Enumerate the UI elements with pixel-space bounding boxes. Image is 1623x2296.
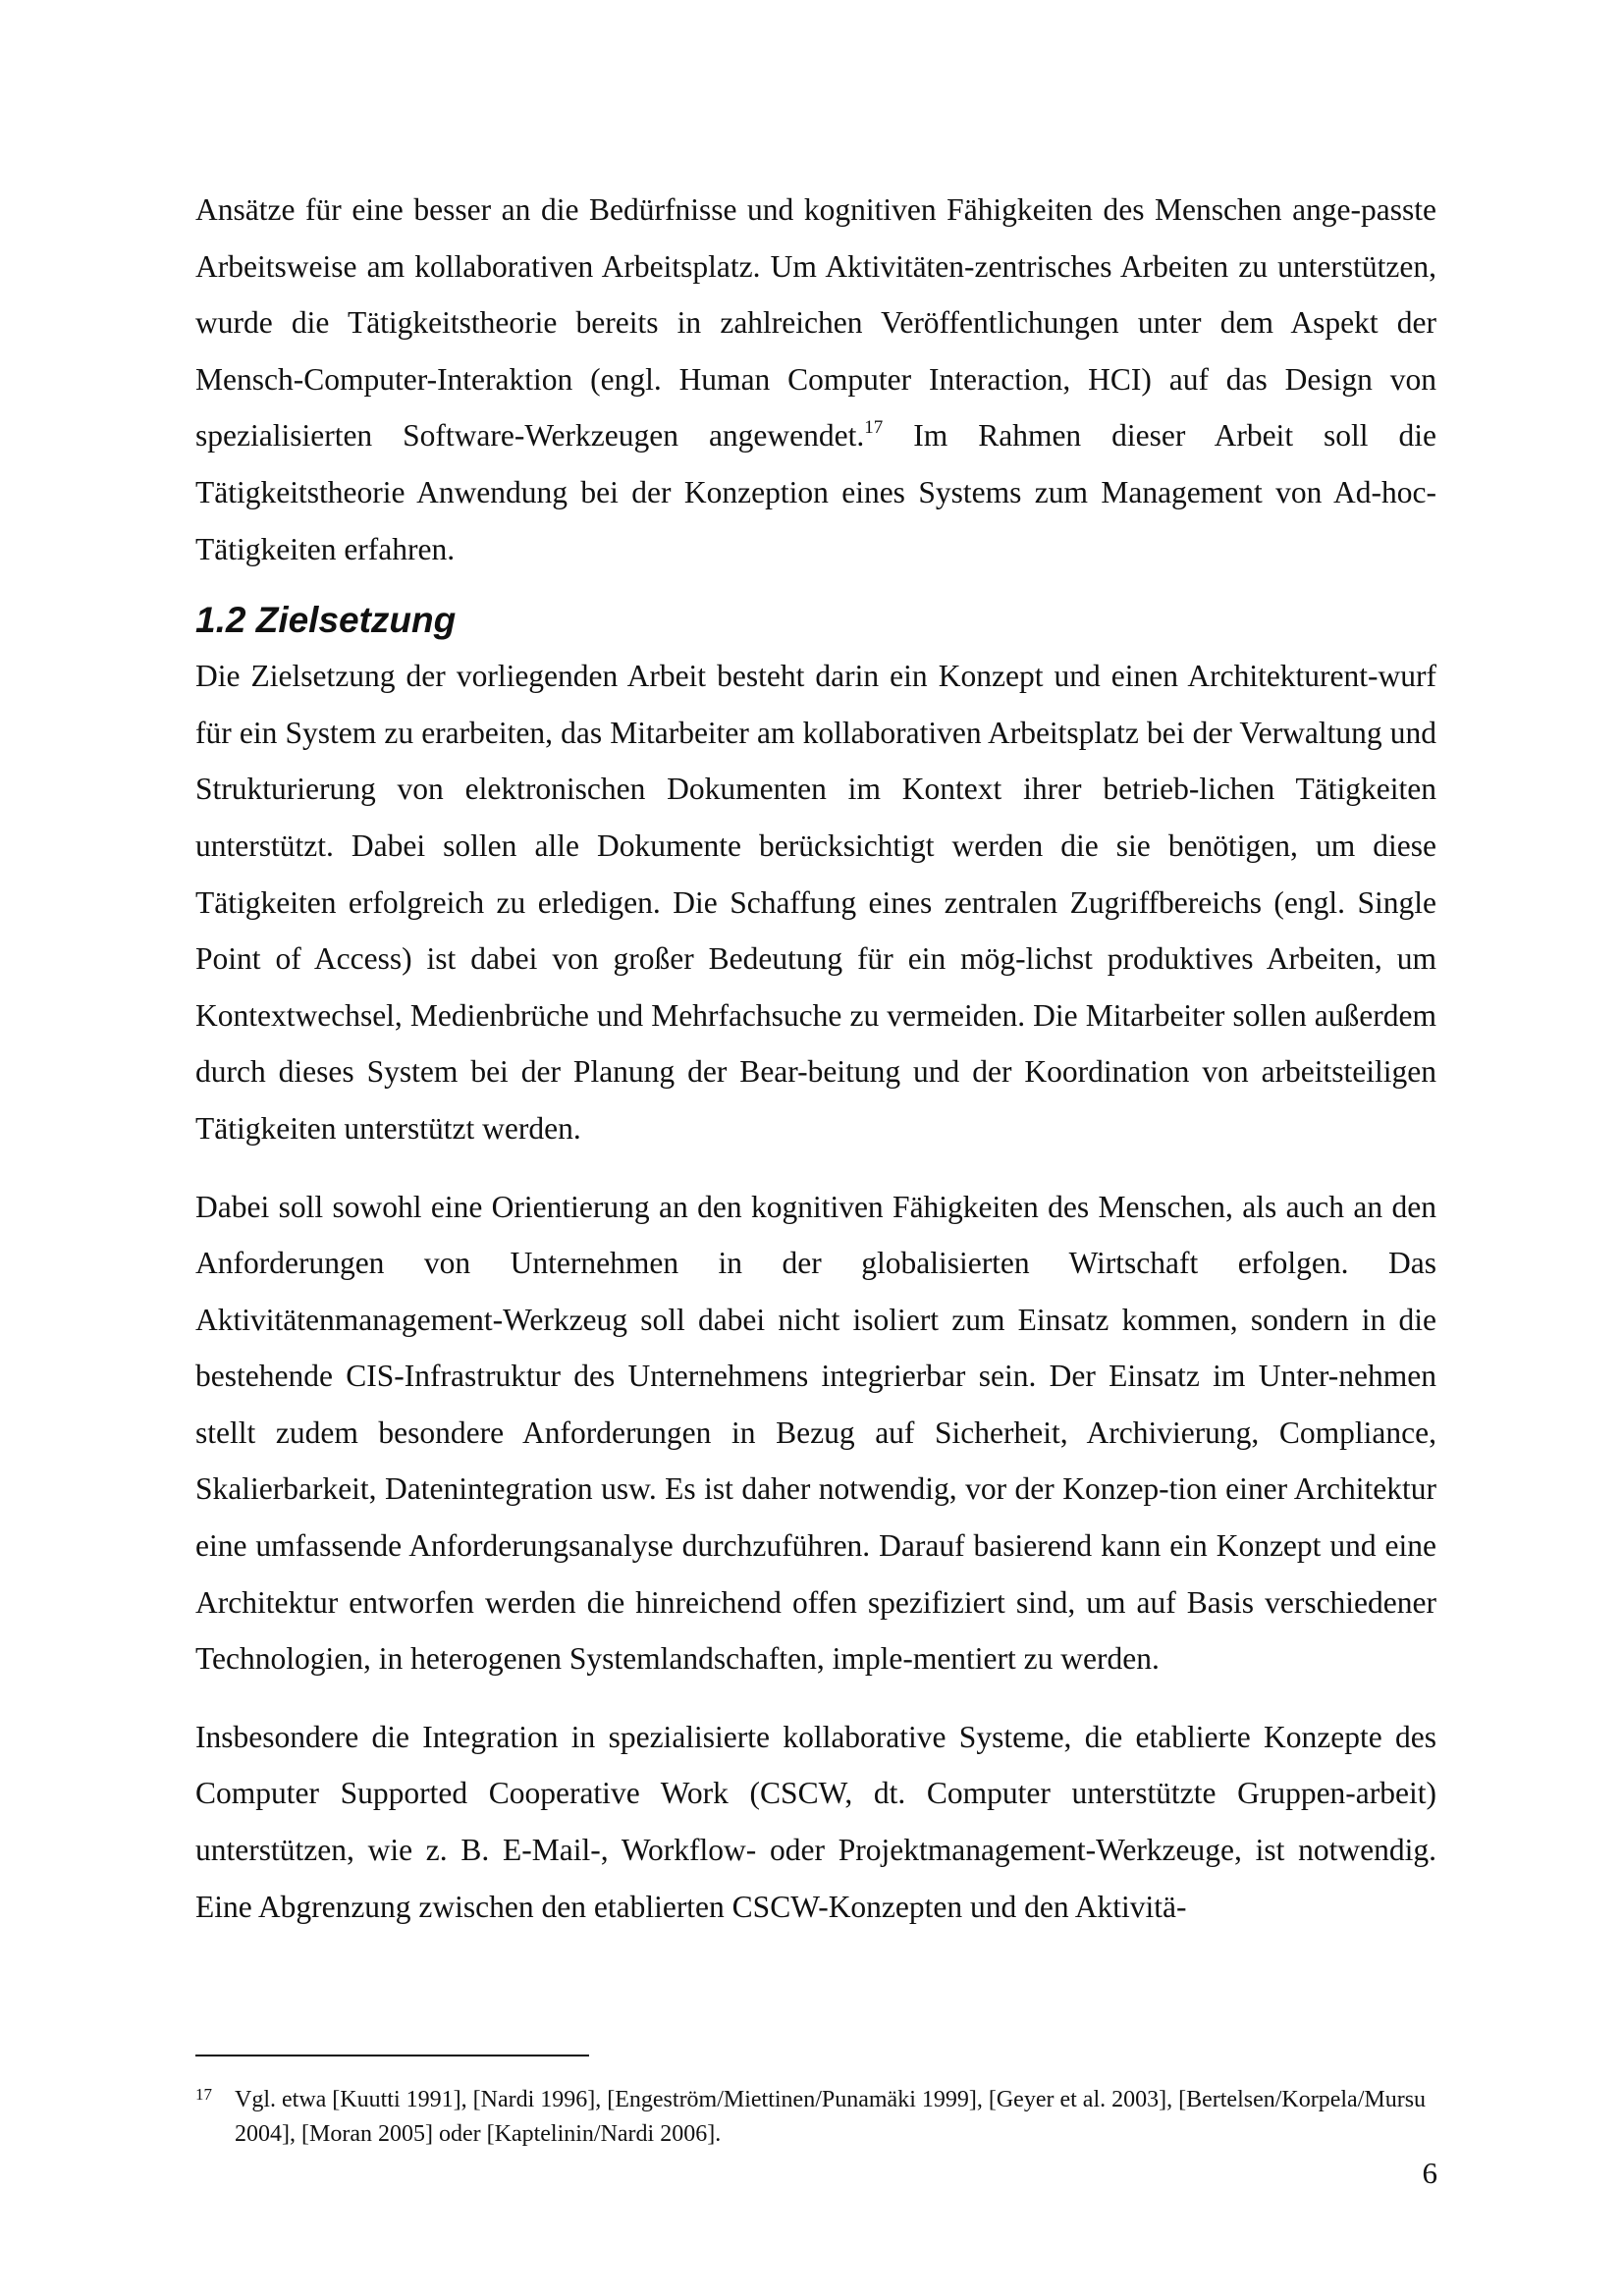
footnote-divider [195, 2055, 589, 2056]
footnote-reference[interactable]: 17 [864, 417, 884, 439]
footnote-number: 17 [195, 2085, 212, 2104]
paragraph-intro-tail: Im Rahmen dieser Arbeit soll die Tätigkeitstheorie Anwendung bei der Konzeption eines Systems zum Management von Ad-hoc-Tätigkeiten erfahren. [195, 418, 1437, 566]
footnote [195, 2083, 1433, 2152]
paragraph-requirements: Dabei soll sowohl eine Orientierung an den kognitiven Fähigkeiten des Menschen, als auch an den Anforderungen von Unternehmen in der globalisierten Wirtschaft erfolgen. Das Aktivitätenmanagement-Werkzeug soll dabei nicht isoliert zum Einsatz kommen, sondern in die bestehende CIS-Infrastruktur des Unternehmens integrierbar sein. Der Einsatz im Unter-nehmen stellt zudem besondere Anforderungen in Bezug auf Sicherheit, Archivierung, Compliance, Skalierbarkeit, Datenintegration usw. Es ist daher notwendig, vor der Konzep-tion einer Architektur eine umfassende Anforderungsanalyse durchzuführen. Darauf basierend kann ein Konzept und eine Architektur entworfen werden die hinreichend offen spezifiziert sind, um auf Basis verschiedener Technologien, in heterogenen Systemlandschaften, imple-mentiert zu werden. [195, 1189, 1436, 1677]
paragraph-intro-text: Ansätze für eine besser an die Bedürfnisse und kognitiven Fähigkeiten des Menschen ange-passte Arbeitsweise am kollaborativen Arbeitsplatz. Um Aktivitäten-zentrisches Arbeiten zu unterstützen, wurde die Tätigkeitstheorie bereits in zahlreichen Veröffentlichungen unter dem Aspekt der Mensch-Computer-Interaktion (engl. Human Computer Interaction, HCI) auf das Design von spezialisierten Software-Werkzeugen angewendet. [195, 192, 1436, 454]
footnote-text: Vgl. etwa [Kuutti 1991], [Nardi 1996], [Engeström/Miettinen/Punamäki 1999], [Geyer et al. 2003], [Bertelsen/Korpela/Mursu 2004], [Moran 2005] oder [Kaptelinin/Nardi 2006]. [235, 2087, 1427, 2147]
page-number: 6 [1422, 2156, 1437, 2190]
page-body [195, 182, 1436, 1935]
section-heading: 1.2 Zielsetzung [195, 600, 457, 641]
paragraph-intro [195, 182, 1436, 577]
paragraph-goal: Die Zielsetzung der vorliegenden Arbeit besteht darin ein Konzept und einen Architekturent-wurf für ein System zu erarbeiten, das Mitarbeiter am kollaborativen Arbeitsplatz bei der Verwaltung und Strukturierung von elektronischen Dokumenten im Kontext ihrer betrieb-lichen Tätigkeiten unterstützt. Dabei sollen alle Dokumente berücksichtigt werden die sie benötigen, um diese Tätigkeiten erfolgreich zu erledigen. Die Schaffung eines zentralen Zugriffbereichs (engl. Single Point of Access) ist dabei von großer Bedeutung für ein mög-lichst produktives Arbeiten, um Kontextwechsel, Medienbrüche und Mehrfachsuche zu vermeiden. Die Mitarbeiter sollen außerdem durch dieses System bei der Planung der Bear-beitung und der Koordination von arbeitsteiligen Tätigkeiten unterstützt werden. [195, 659, 1436, 1146]
paragraph-cscw: Insbesondere die Integration in spezialisierte kollaborative Systeme, die etablierte Konzepte des Computer Supported Cooperative Work (CSCW, dt. Computer unterstützte Gruppen-arbeit) unterstützen, wie z. B. E-Mail-, Workflow- oder Projektmanagement-Werkzeuge, ist notwendig. Eine Abgrenzung zwischen den etablierten CSCW-Konzepten und den Aktivitä- [195, 1719, 1436, 1924]
